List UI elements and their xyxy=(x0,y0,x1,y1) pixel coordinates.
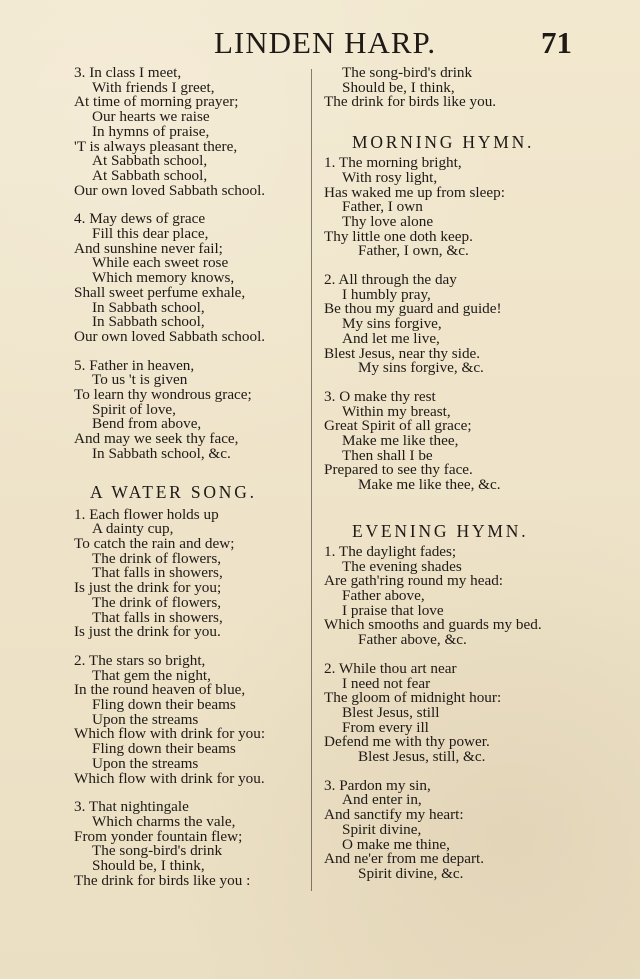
line: The gloom of midnight hour: xyxy=(324,689,502,707)
line: Fling down their beams xyxy=(92,740,236,758)
line: Father, I own, &c. xyxy=(358,242,469,260)
line: With rosy light, xyxy=(342,168,438,186)
line: Fling down their beams xyxy=(92,696,236,714)
line: Shall sweet perfume exhale, xyxy=(74,283,246,301)
line: Which flow with drink for you: xyxy=(74,725,266,743)
line: Our own loved Sabbath school. xyxy=(74,181,266,199)
line: Thy love alone xyxy=(342,212,434,230)
line: Spirit of love, xyxy=(92,400,176,418)
line: To catch the rain and dew; xyxy=(74,534,235,552)
line: 3. Pardon my sin, xyxy=(324,776,431,794)
line: Father above, &c. xyxy=(358,631,467,649)
line: Bend from above, xyxy=(92,415,202,433)
line: Within my breast, xyxy=(342,402,451,420)
line: To us 't is given xyxy=(92,371,188,389)
page-header xyxy=(0,25,640,61)
line: In Sabbath school, xyxy=(92,313,205,331)
line: My sins forgive, xyxy=(342,315,442,333)
water-song-stanza-2 xyxy=(74,651,302,787)
sabbath-school-stanza-4 xyxy=(74,212,302,344)
line: The song-bird's drink xyxy=(342,64,473,81)
line: At time of morning prayer; xyxy=(74,93,239,111)
line: Our hearts we raise xyxy=(92,108,210,126)
morning-hymn-stanza-2 xyxy=(324,273,570,376)
line: In Sabbath school, xyxy=(92,298,205,316)
right-column xyxy=(324,66,570,882)
line: To learn thy wondrous grace; xyxy=(74,386,252,404)
line: Make me like thee, &c. xyxy=(358,476,501,494)
line: The drink of flowers, xyxy=(92,549,222,567)
line: I humbly pray, xyxy=(342,285,431,303)
line: Then shall I be xyxy=(342,446,433,464)
line: Make me like thee, xyxy=(342,432,459,450)
line: 4. May dews of grace xyxy=(74,210,206,228)
line: Has waked me up from sleep: xyxy=(324,183,505,201)
evening-hymn-title: EVENING HYMN. xyxy=(352,520,529,541)
line: Which memory knows, xyxy=(92,269,235,287)
line: And ne'er from me depart. xyxy=(324,850,485,868)
line: From every ill xyxy=(342,718,429,736)
line: And sunshine never fail; xyxy=(74,239,223,257)
line: The drink of flowers, xyxy=(92,593,222,611)
line: That gem the night, xyxy=(92,666,211,684)
water-song-title: A WATER SONG. xyxy=(90,481,257,502)
line: Which flow with drink for you. xyxy=(74,769,265,787)
line: The evening shades xyxy=(342,557,462,575)
line: From yonder fountain flew; xyxy=(74,827,243,845)
line: And enter in, xyxy=(342,791,422,809)
line: Blest Jesus, still, &c. xyxy=(358,748,486,766)
line: At Sabbath school, xyxy=(92,152,208,170)
line: My sins forgive, &c. xyxy=(358,359,484,377)
line: Upon the streams xyxy=(92,710,199,728)
line: Which charms the vale, xyxy=(92,812,236,830)
line: I praise that love xyxy=(342,601,444,619)
line: Prepared to see thy face. xyxy=(324,461,473,479)
line: Blest Jesus, still xyxy=(342,703,440,721)
line: The song-bird's drink xyxy=(92,842,223,860)
line: And sanctify my heart: xyxy=(324,806,464,824)
column-divider xyxy=(311,69,312,891)
line: Spirit divine, xyxy=(342,820,422,838)
running-title: LINDEN HARP. xyxy=(214,25,437,60)
line: While each sweet rose xyxy=(92,254,229,272)
line: 'T is always pleasant there, xyxy=(74,137,238,155)
line: Father above, xyxy=(342,586,425,604)
line: 2. While thou art near xyxy=(324,659,457,677)
line: Thy little one doth keep. xyxy=(324,227,473,245)
morning-hymn-stanza-1 xyxy=(324,156,570,259)
line: Are gath'ring round my head: xyxy=(324,572,504,590)
line: The drink for birds like you : xyxy=(74,871,251,889)
line: In hymns of praise, xyxy=(92,122,210,140)
line: With friends I greet, xyxy=(92,78,215,96)
line: 5. Father in heaven, xyxy=(74,356,195,374)
line: 3. That nightingale xyxy=(74,798,189,816)
evening-hymn-stanza-3 xyxy=(324,776,570,882)
line: The drink for birds like you. xyxy=(324,93,497,111)
sabbath-school-stanza-3 xyxy=(74,66,302,198)
morning-hymn-stanza-3 xyxy=(324,387,570,494)
line: At Sabbath school, xyxy=(92,166,208,184)
morning-hymn-title: MORNING HYMN. xyxy=(352,132,535,153)
line: Should be, I think, xyxy=(92,857,205,875)
line: 2. All through the day xyxy=(324,271,457,289)
line: Blest Jesus, near thy side. xyxy=(324,344,481,362)
line: Spirit divine, &c. xyxy=(358,864,464,882)
sabbath-school-stanza-5 xyxy=(74,356,302,462)
line: And let me live, xyxy=(342,329,440,347)
line: 2. The stars so bright, xyxy=(74,651,206,669)
line: Defend me with thy power. xyxy=(324,733,490,751)
line: 1. The morning bright, xyxy=(324,154,462,172)
line: Should be, I think, xyxy=(342,78,455,96)
line: That falls in showers, xyxy=(92,564,223,582)
line: I need not fear xyxy=(342,674,431,692)
left-column xyxy=(74,66,302,888)
evening-hymn-stanza-2 xyxy=(324,659,570,766)
water-song-continuation xyxy=(324,66,570,110)
line: 1. Each flower holds up xyxy=(74,505,219,523)
line: Our own loved Sabbath school. xyxy=(74,327,266,345)
water-song-stanza-1 xyxy=(74,505,302,641)
line: Be thou my guard and guide! xyxy=(324,300,502,318)
line: Great Spirit of all grace; xyxy=(324,417,472,435)
line: O make me thine, xyxy=(342,835,450,853)
line: Upon the streams xyxy=(92,754,199,772)
line: A dainty cup, xyxy=(92,520,174,538)
line: Which smooths and guards my bed. xyxy=(324,616,542,634)
line: 3. In class I meet, xyxy=(74,64,182,81)
line: And may we seek thy face, xyxy=(74,430,239,448)
line: In Sabbath school, &c. xyxy=(92,444,231,462)
line: Father, I own xyxy=(342,198,423,216)
water-song-stanza-3 xyxy=(74,800,302,888)
page-number: 71 xyxy=(541,25,572,60)
evening-hymn-stanza-1 xyxy=(324,542,570,649)
line: Is just the drink for you; xyxy=(74,579,222,597)
line: In the round heaven of blue, xyxy=(74,681,246,699)
line: That falls in showers, xyxy=(92,608,223,626)
line: 3. O make thy rest xyxy=(324,387,436,405)
line: 1. The daylight fades; xyxy=(324,542,457,560)
line: Fill this dear place, xyxy=(92,225,209,243)
line: Is just the drink for you. xyxy=(74,623,221,641)
